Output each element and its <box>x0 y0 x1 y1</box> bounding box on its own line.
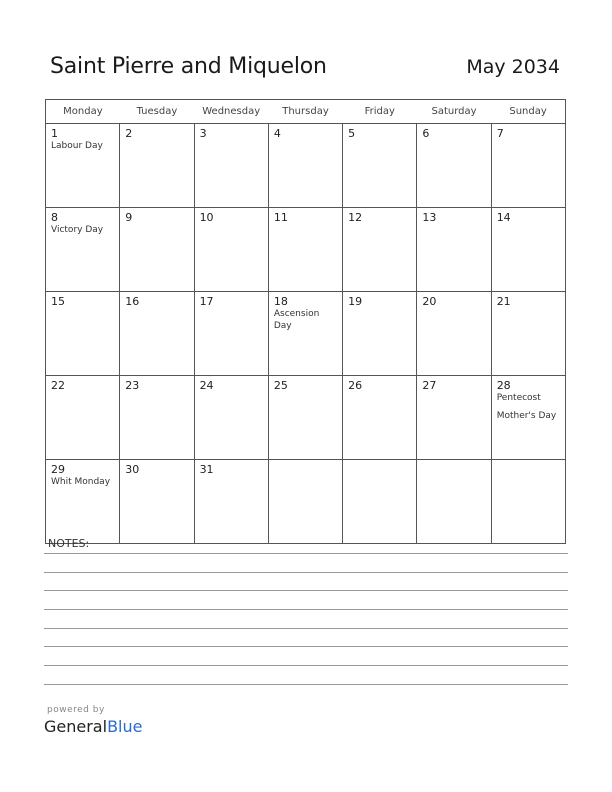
calendar-day-cell[interactable] <box>194 292 268 376</box>
day-number: 27 <box>422 379 437 392</box>
calendar-week-row <box>46 208 566 292</box>
day-number: 18 <box>273 295 288 308</box>
day-number: 6 <box>422 127 430 140</box>
calendar-week-row <box>46 124 566 208</box>
holiday-label: Pentecost <box>496 393 541 403</box>
weekday-header: Monday <box>46 100 120 124</box>
note-line <box>44 572 568 573</box>
calendar-day-cell[interactable] <box>491 124 565 208</box>
day-number: 7 <box>496 127 504 140</box>
day-number: 21 <box>496 295 511 308</box>
calendar-day-cell[interactable] <box>343 208 417 292</box>
day-number: 15 <box>51 295 65 308</box>
day-number: 5 <box>348 127 356 140</box>
generalblue-logo[interactable] <box>44 717 142 736</box>
day-number: 1 <box>51 127 58 140</box>
calendar-day-cell[interactable] <box>343 460 417 544</box>
day-number: 14 <box>496 211 511 224</box>
day-number: 9 <box>125 211 133 224</box>
holiday-label: Victory Day <box>51 225 104 235</box>
note-line <box>44 628 568 629</box>
calendar-day-cell[interactable] <box>120 292 194 376</box>
weekday-header: Thursday <box>268 100 342 124</box>
calendar-week-row <box>46 292 566 376</box>
calendar-day-cell[interactable] <box>46 460 120 544</box>
day-number: 16 <box>125 295 140 308</box>
calendar-day-cell[interactable] <box>268 376 342 460</box>
holiday-label: Labour Day <box>51 141 103 151</box>
calendar-day-cell[interactable] <box>194 376 268 460</box>
day-number: 19 <box>348 295 363 308</box>
day-number: 3 <box>199 127 207 140</box>
calendar-day-cell[interactable] <box>417 460 491 544</box>
day-number: 31 <box>199 463 214 476</box>
day-number: 26 <box>348 379 363 392</box>
calendar-day-cell[interactable] <box>268 292 342 376</box>
brand-general: General <box>44 717 108 736</box>
note-line <box>44 553 568 554</box>
calendar-day-cell[interactable] <box>268 208 342 292</box>
holiday-label: Ascension Day <box>273 309 320 331</box>
note-line <box>44 684 568 685</box>
day-number: 10 <box>199 211 214 224</box>
calendar-day-cell[interactable] <box>417 124 491 208</box>
weekday-header-row <box>46 100 566 124</box>
holiday-label: Mother's Day <box>496 411 557 421</box>
day-number: 13 <box>422 211 437 224</box>
calendar-grid <box>45 99 566 544</box>
calendar-title: Saint Pierre and Miquelon <box>50 54 327 79</box>
calendar-month: May 2034 <box>466 56 560 78</box>
note-line <box>44 590 568 591</box>
brand-blue: Blue <box>107 717 143 736</box>
notes-label: NOTES: <box>48 537 90 550</box>
powered-by-text: powered by <box>47 705 105 715</box>
note-line <box>44 646 568 647</box>
day-number: 23 <box>125 379 140 392</box>
note-line <box>44 609 568 610</box>
calendar-day-cell[interactable] <box>194 124 268 208</box>
calendar-day-cell[interactable] <box>46 124 120 208</box>
day-number: 2 <box>125 127 133 140</box>
calendar-day-cell[interactable] <box>491 376 565 460</box>
calendar-day-cell[interactable] <box>491 208 565 292</box>
calendar-day-cell[interactable] <box>491 460 565 544</box>
day-number: 30 <box>125 463 140 476</box>
calendar-day-cell[interactable] <box>491 292 565 376</box>
day-number: 4 <box>273 127 281 140</box>
calendar-day-cell[interactable] <box>120 208 194 292</box>
day-number: 20 <box>422 295 437 308</box>
weekday-header: Friday <box>343 100 417 124</box>
note-line <box>44 665 568 666</box>
calendar-day-cell[interactable] <box>268 124 342 208</box>
weekday-header: Tuesday <box>120 100 194 124</box>
day-number: 24 <box>199 379 214 392</box>
day-number: 25 <box>273 379 288 392</box>
weekday-header: Sunday <box>491 100 565 124</box>
calendar-day-cell[interactable] <box>194 460 268 544</box>
calendar-day-cell[interactable] <box>417 292 491 376</box>
calendar-day-cell[interactable] <box>120 460 194 544</box>
calendar-day-cell[interactable] <box>194 208 268 292</box>
calendar-day-cell[interactable] <box>268 460 342 544</box>
holiday-label: Whit Monday <box>51 477 111 487</box>
calendar-day-cell[interactable] <box>46 376 120 460</box>
day-number: 12 <box>348 211 363 224</box>
day-number: 8 <box>51 211 58 224</box>
calendar-day-cell[interactable] <box>46 208 120 292</box>
calendar-day-cell[interactable] <box>120 124 194 208</box>
calendar-day-cell[interactable] <box>343 376 417 460</box>
day-number: 22 <box>51 379 65 392</box>
calendar-day-cell[interactable] <box>343 292 417 376</box>
calendar-day-cell[interactable] <box>343 124 417 208</box>
calendar-day-cell[interactable] <box>417 376 491 460</box>
day-number: 11 <box>273 211 288 224</box>
calendar-day-cell[interactable] <box>46 292 120 376</box>
day-number: 29 <box>51 463 65 476</box>
calendar-day-cell[interactable] <box>417 208 491 292</box>
weekday-header: Saturday <box>417 100 491 124</box>
weekday-header: Wednesday <box>194 100 268 124</box>
day-number: 17 <box>199 295 214 308</box>
calendar-day-cell[interactable] <box>120 376 194 460</box>
calendar-week-row <box>46 376 566 460</box>
day-number: 28 <box>496 379 511 392</box>
calendar-week-row <box>46 460 566 544</box>
